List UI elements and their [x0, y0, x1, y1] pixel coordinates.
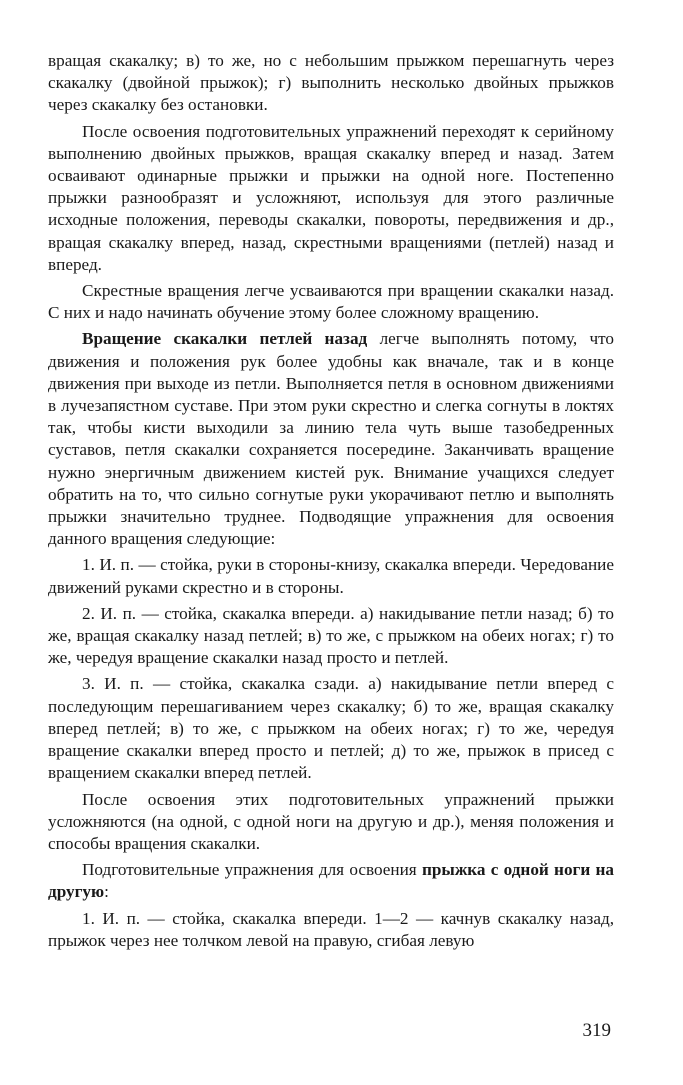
bold-term: прыжка с одной ноги на другую [48, 860, 614, 902]
page-body [48, 50, 614, 952]
paragraph-loop-backward [48, 328, 614, 550]
text-segment: 2. И. п. — стойка, скакалка впереди. а) накидывание петли назад; б) то же, вращая скакалку назад петлей; в) то же, с прыжком на обеих ногах; г) то же, чередуя вращение скакалки назад просто и петлей. [48, 603, 614, 668]
text-segment: Скрестные вращения легче усваиваются при вращении скакалки назад. С них и надо начинать обучение этому более сложному вращению. [48, 281, 614, 323]
exercise-item-3 [48, 673, 614, 784]
paragraph-cross-rotations [48, 280, 614, 324]
text-segment: : [104, 882, 109, 902]
paragraph-continuation [48, 50, 614, 117]
text-segment: вращая скакалку; в) то же, но с небольшим прыжком перешагнуть через скакалку (двойной прыжок); г) выполнить несколько двойных прыжков через скакалку без остановки. [48, 51, 614, 115]
text-segment: 1. И. п. — стойка, скакалка впереди. 1—2 — качнув скакалку назад, прыжок через нее толчком левой на правую, сгибая левую [48, 908, 614, 950]
paragraph-serial-jumps [48, 121, 614, 276]
bold-term: Вращение скакалки петлей назад [82, 329, 368, 349]
text-segment: Подготовительные упражнения для освоения [82, 860, 422, 880]
text-segment: После освоения подготовительных упражнений переходят к серийному выполнению двойных прыжков, вращая скакалку вперед и назад. Затем осваивают одинарные прыжки и прыжки на одной ноге. Постепенно прыжки разнообразят и усложняют, используя для этого различные исходные положения, переводы скакалки, повороты, передвижения и др., вращая скакалку вперед, назад, скрестными вращениями (петлей) назад и вперед. [48, 121, 614, 274]
text-segment: После освоения этих подготовительных упражнений прыжки усложняются (на одной, с одной ноги на другую и др.), меняя положения и способы вращения скакалки. [48, 789, 614, 853]
paragraph-one-leg-jump-intro [48, 859, 614, 903]
text-segment: легче выполнять потому, что движения и положения рук более удобны как вначале, так и в конце движения при выходе из петли. Выполняется петля в основном движениями в лучезапястном суставе. При этом руки скрестно и слегка согнуты в локтях так, чтобы кисти выходили за линию тела чуть выше тазобедренных суставов, петля скакалки сохраняется посередине. Заканчивать вращение нужно энергичным движением кистей рук. Внимание учащихся следует обратить на то, что сильно согнутые руки укорачивают петлю и выполнять прыжки значительно труднее. Подводящие упражнения для освоения данного вращения следующие: [48, 329, 614, 549]
exercise-item-2 [48, 603, 614, 670]
paragraph-after-exercises [48, 789, 614, 856]
text-segment: 3. И. п. — стойка, скакалка сзади. а) накидывание петли вперед с последующим перешагиванием через скакалку; б) то же, вращая скакалку вперед петлей; в) то же, с прыжком на обеих ногах; г) то же, чередуя вращение скакалки вперед просто и петлей; д) то же, прыжок в присед с вращением скакалки вперед петлей. [48, 674, 614, 783]
page-number: 319 [582, 1020, 611, 1041]
exercise-item-one-leg-1 [48, 908, 614, 952]
exercise-item-1 [48, 554, 614, 598]
text-segment: 1. И. п. — стойка, руки в стороны-книзу, скакалка впереди. Чередование движений руками скрестно и в стороны. [48, 555, 614, 597]
